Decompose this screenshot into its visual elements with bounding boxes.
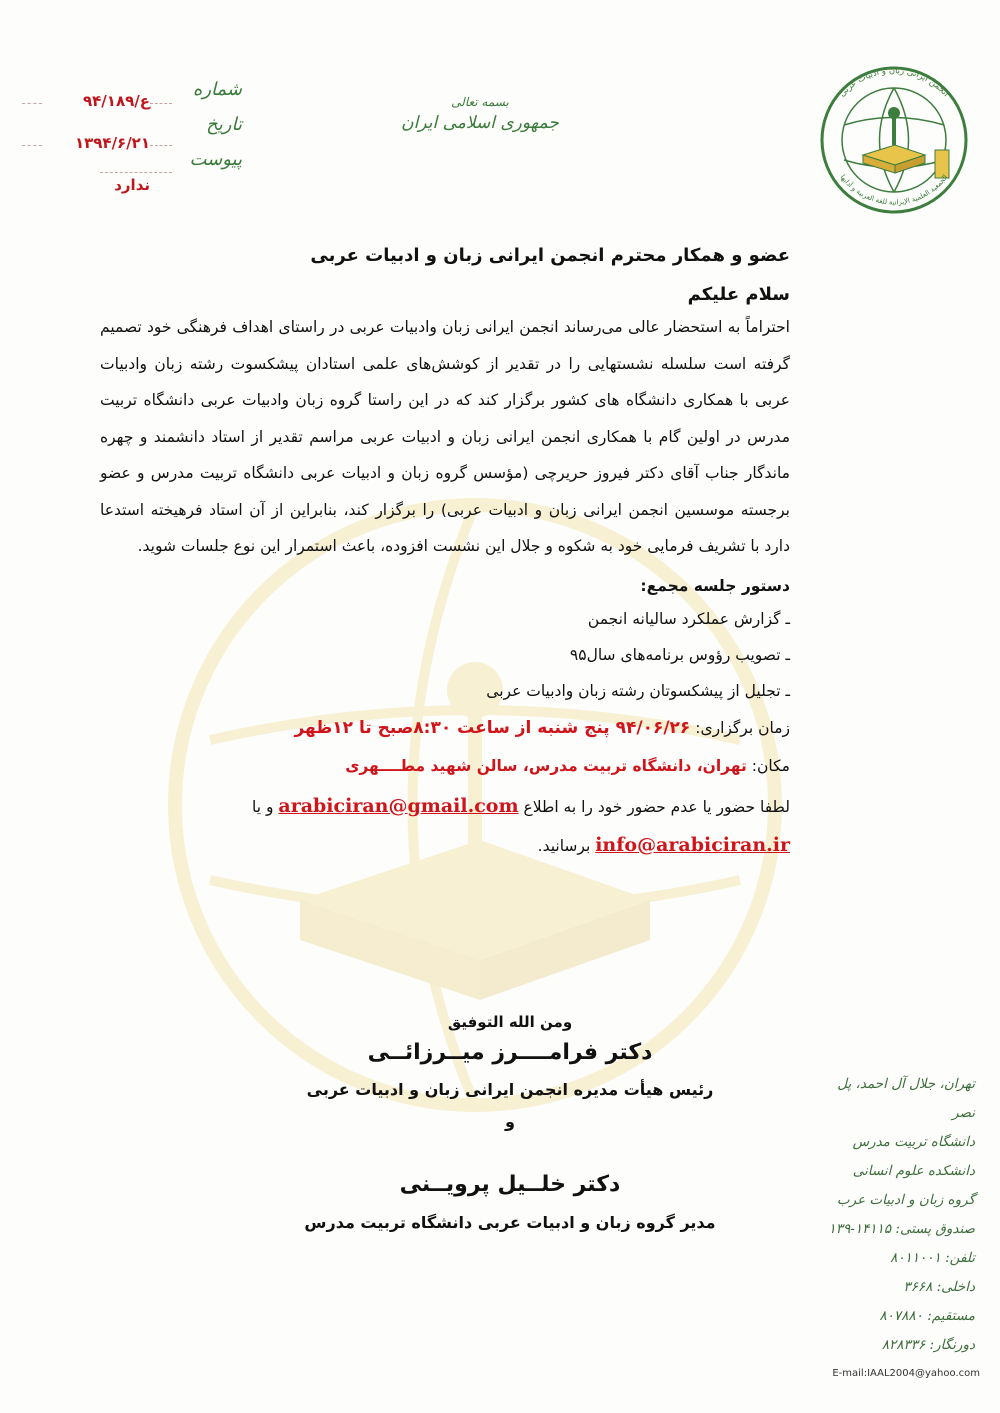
address-line: مستقیم: ۸۰۷۸۸۰ [879, 1308, 975, 1324]
time-label: زمان برگزاری: [695, 718, 790, 737]
letter-title: عضو و همکار محترم انجمن ایرانی زبان و ادبیات عربی [310, 245, 790, 266]
sidebar-email[interactable]: E-mail:IAAL2004@yahoo.com [832, 1368, 980, 1379]
rsvp-email-info[interactable]: info@arabiciran.ir [595, 833, 790, 856]
letter-body [100, 245, 790, 865]
time-value: ۹۴/۰۶/۲۶ پنج شنبه از ساعت ۸:۳۰صبح تا ۱۲ظهر [294, 717, 691, 738]
association-logo-icon [815, 55, 973, 235]
address-line: دانشکده علوم انسانی [852, 1163, 975, 1179]
agenda-item: ـ تصویب رؤوس برنامه‌های سال۹۵ [569, 645, 790, 664]
address-line: تلفن: ۸۰۱۱۰۰۱ [890, 1250, 975, 1266]
sidebar-address [815, 1070, 975, 1360]
rsvp-row-2 [100, 826, 790, 865]
agenda-item: ـ گزارش عملکرد سالیانه انجمن [587, 609, 790, 628]
closing-and: و [505, 1112, 515, 1131]
label-attachment: پیوست [189, 149, 242, 170]
agenda-item: ـ تجلیل از پیشکسوتان رشته زبان وادبیات عربی [486, 681, 790, 700]
address-line: دورنگار: ۸۲۸۳۳۶ [881, 1337, 975, 1353]
label-date: تاریخ [206, 114, 242, 135]
rsvp-end: برسانید. [537, 836, 591, 855]
signer1-name: دکتر فرامــــرز میــرزائــی [367, 1040, 653, 1065]
place-row [100, 747, 790, 785]
letterhead-center [400, 95, 560, 133]
agenda-list [100, 601, 790, 709]
place-value: تهران، دانشگاه تربیت مدرس، سالن شهید مطــــهری [345, 756, 747, 775]
agenda-title: دستور جلسه مجمع: [640, 576, 790, 595]
letter-attachment: ندارد [114, 176, 150, 194]
letter-date: ۱۳۹۴/۶/۲۱ [74, 134, 150, 152]
logo-text-bottom: الجمعیة العلمیة الإیرانیة للغة العربیة و آدابها [838, 173, 950, 207]
date-dash-left [22, 145, 42, 146]
address-line: دانشگاه تربیت مدرس [852, 1134, 975, 1150]
rsvp-row [100, 787, 790, 826]
rsvp-email-gmail[interactable]: arabiciran@gmail.com [278, 794, 519, 817]
rsvp-text: لطفا حضور یا عدم حضور خود را به اطلاع [523, 797, 790, 816]
greeting: سلام علیکم [687, 284, 790, 305]
signer1-title: رئیس هیأت مدیره انجمن ایرانی زبان و ادبیات عربی [306, 1080, 714, 1099]
address-line: داخلی: ۳۶۶۸ [903, 1279, 975, 1295]
letter-number: ع/۹۴/۱۸۹ [83, 92, 150, 110]
address-line: گروه زبان و ادبیات عرب [836, 1192, 975, 1208]
address-line: تهران، جلال آل احمد، پل نصر [837, 1076, 975, 1121]
place-label: مکان: [751, 756, 790, 775]
number-dash [150, 103, 172, 104]
meta-values [40, 92, 150, 218]
logo-text-top: انجمن ایرانی زبان و ادبیات عربی [837, 65, 951, 99]
time-row [100, 709, 790, 747]
meta-labels [172, 72, 242, 177]
number-dash-left [22, 103, 42, 104]
closing-tawfiq: ومن الله التوفیق [447, 1013, 573, 1031]
rsvp-or: و یا [252, 797, 274, 816]
label-number: شماره [192, 79, 242, 100]
address-line: صندوق پستی: ۱۴۱۱۵-۱۳۹ [828, 1221, 975, 1237]
signer2-title: مدیر گروه زبان و ادبیات عربی دانشگاه تربیت مدرس [304, 1213, 716, 1232]
republic-title: جمهوری اسلامی ایران [401, 113, 559, 133]
bismillah: بسمه تعالی [451, 95, 509, 109]
signer2-name: دکتر خلــیل پرویــنی [399, 1172, 621, 1197]
date-dash [150, 145, 172, 146]
body-paragraph: احتراماً به استحضار عالی می‌رساند انجمن ایرانی زبان وادبیات عربی در راستای اهداف فرهنگی خود تصمیم گرفته است سلسله نشستهایی را در تقدیر از کوشش‌های علمی استادان پیشکسوت رشته زبان وادبیات عربی با همکاری دانشگاه های کشور برگزار کند که در این راستا گروه زبان وادبیات عربی دانشگاه تربیت مدرس در اولین گام با همکاری انجمن ایرانی زبان و ادبیات عربی مراسم تقدیر از استاد دانشمند و چهره ماندگار جناب آقای دکتر فیروز حریرچی (مؤسس گروه زبان و ادبیات عربی دانشگاه تربیت مدرس و عضو برجسته موسسین انجمن ایرانی زبان و ادبیات عربی) را برگزار کند، بنابراین از آن استاد فرهیخته استدعا دارد با تشریف فرمایی خود به شکوه و جلال این نشست افزوده، باعث استمرار این نوع جلسات شوید. [100, 318, 790, 555]
